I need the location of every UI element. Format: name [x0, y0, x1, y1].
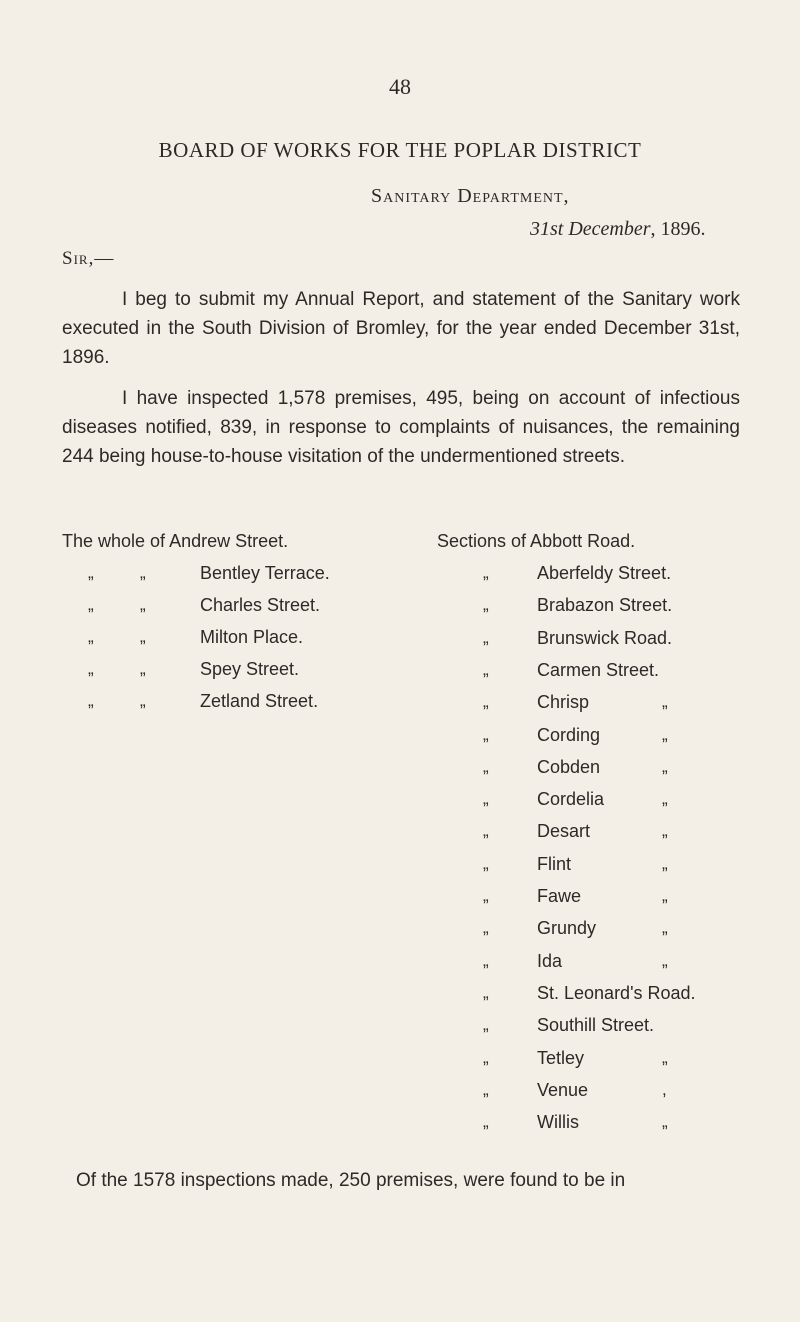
- ditto-mark: „: [483, 595, 489, 614]
- ditto-mark: „: [88, 627, 94, 646]
- suffix-mark: „: [662, 1048, 668, 1067]
- ditto-mark: „: [140, 627, 146, 646]
- ditto-mark: „: [140, 659, 146, 678]
- ditto-mark: „: [483, 1112, 489, 1131]
- ditto-mark: „: [88, 691, 94, 710]
- street-list-sections: [437, 531, 757, 1151]
- ditto-mark: „: [483, 1015, 489, 1034]
- ditto-mark: „: [483, 951, 489, 970]
- paragraph-inspections: I have inspected 1,578 premises, 495, being on account of infectious diseases notified, 839, in response to complaints of nuisances, the remaining 244 being house-to-house visitation of the undermentioned streets.: [62, 388, 740, 467]
- right-street-item: Cording: [537, 725, 601, 745]
- salutation: Sir,—: [62, 248, 115, 269]
- ditto-mark: „: [483, 983, 489, 1002]
- right-street-item: Fawe: [537, 886, 582, 906]
- ditto-mark: „: [88, 563, 94, 582]
- right-street-item: Tetley: [537, 1048, 585, 1068]
- ditto-mark: „: [483, 757, 489, 776]
- right-street-item: Willis: [537, 1112, 579, 1132]
- left-street-item: Charles Street.: [200, 595, 321, 615]
- page-number: 48: [389, 74, 411, 99]
- ditto-mark: „: [483, 821, 489, 840]
- closing-line: Of the 1578 inspections made, 250 premises, were found to be in: [76, 1170, 626, 1191]
- right-street-item: Cordelia: [537, 789, 605, 809]
- ditto-mark: „: [483, 563, 489, 582]
- left-street-item: Milton Place.: [200, 627, 304, 647]
- right-street-item: Grundy: [537, 918, 597, 938]
- suffix-mark: ,: [662, 1080, 667, 1099]
- ditto-mark: „: [140, 691, 146, 710]
- ditto-mark: „: [483, 628, 489, 647]
- suffix-mark: „: [662, 821, 668, 840]
- left-list-header: The whole of Andrew Street.: [62, 531, 289, 551]
- paragraph-intro: I beg to submit my Annual Report, and statement of the Sanitary work executed in the South Division of Bromley, for the year ended December 31st, 1896.: [62, 289, 740, 368]
- suffix-mark: „: [662, 886, 668, 905]
- ditto-mark: „: [483, 692, 489, 711]
- ditto-mark: „: [88, 659, 94, 678]
- right-street-item: Ida: [537, 951, 563, 971]
- right-street-item: Flint: [537, 854, 572, 874]
- ditto-mark: „: [88, 595, 94, 614]
- date-day-month: 31st December: [530, 218, 651, 240]
- right-street-item: Aberfeldy Street.: [537, 563, 672, 583]
- right-street-item: Brabazon Street.: [537, 595, 673, 615]
- report-heading: BOARD OF WORKS FOR THE POPLAR DISTRICT: [158, 138, 642, 162]
- suffix-mark: „: [662, 692, 668, 711]
- suffix-mark: „: [662, 725, 668, 744]
- ditto-mark: „: [140, 595, 146, 614]
- suffix-mark: „: [662, 951, 668, 970]
- right-street-item: Venue: [537, 1080, 589, 1100]
- left-street-item: Zetland Street.: [200, 691, 319, 711]
- ditto-mark: „: [140, 563, 146, 582]
- ditto-mark: „: [483, 886, 489, 905]
- ditto-mark: „: [483, 1080, 489, 1099]
- ditto-mark: „: [483, 854, 489, 873]
- left-street-item: Bentley Terrace.: [200, 563, 330, 583]
- right-street-item: St. Leonard's Road.: [537, 983, 696, 1003]
- left-street-item: Spey Street.: [200, 659, 300, 679]
- date-line: [530, 218, 706, 241]
- department-line: Sanitary Department,: [371, 185, 570, 207]
- street-list-whole: [62, 531, 392, 731]
- ditto-mark: „: [483, 1048, 489, 1067]
- right-street-item: Desart: [537, 821, 591, 841]
- ditto-mark: „: [483, 660, 489, 679]
- ditto-mark: „: [483, 918, 489, 937]
- right-street-item: Carmen Street.: [537, 660, 660, 680]
- suffix-mark: „: [662, 789, 668, 808]
- right-list-header: Sections of Abbott Road.: [437, 531, 636, 551]
- right-street-item: Brunswick Road.: [537, 628, 673, 648]
- suffix-mark: „: [662, 757, 668, 776]
- suffix-mark: „: [662, 854, 668, 873]
- suffix-mark: „: [662, 1112, 668, 1131]
- ditto-mark: „: [483, 725, 489, 744]
- right-street-item: Chrisp: [537, 692, 590, 712]
- ditto-mark: „: [483, 789, 489, 808]
- right-street-item: Cobden: [537, 757, 601, 777]
- right-street-item: Southill Street.: [537, 1015, 655, 1035]
- date-year: , 1896.: [650, 218, 706, 240]
- suffix-mark: „: [662, 918, 668, 937]
